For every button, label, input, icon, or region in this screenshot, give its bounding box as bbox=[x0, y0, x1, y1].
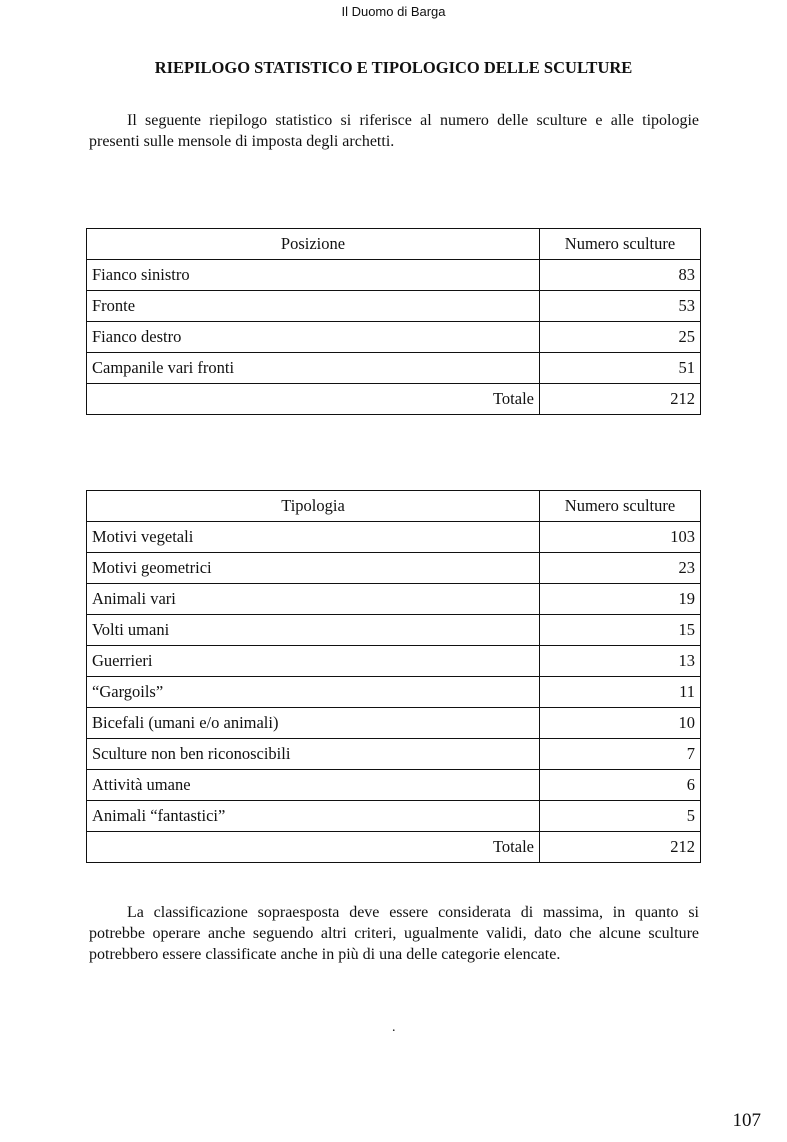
total-label: Totale bbox=[87, 832, 540, 863]
row-value: 103 bbox=[540, 522, 701, 553]
table-row bbox=[87, 646, 701, 677]
row-label: Sculture non ben riconoscibili bbox=[87, 739, 540, 770]
row-label: Animali vari bbox=[87, 584, 540, 615]
row-value: 10 bbox=[540, 708, 701, 739]
table-row bbox=[87, 291, 701, 322]
total-value: 212 bbox=[540, 832, 701, 863]
row-label: “Gargoils” bbox=[87, 677, 540, 708]
total-value: 212 bbox=[540, 384, 701, 415]
row-value: 83 bbox=[540, 260, 701, 291]
row-value: 19 bbox=[540, 584, 701, 615]
table-row bbox=[87, 260, 701, 291]
section-title: RIEPILOGO STATISTICO E TIPOLOGICO DELLE SCULTURE bbox=[154, 58, 633, 77]
typology-table bbox=[86, 490, 701, 863]
row-value: 25 bbox=[540, 322, 701, 353]
table-row bbox=[87, 322, 701, 353]
row-label: Attività umane bbox=[87, 770, 540, 801]
table-row bbox=[87, 353, 701, 384]
row-label: Fianco sinistro bbox=[87, 260, 540, 291]
row-value: 13 bbox=[540, 646, 701, 677]
table-row bbox=[87, 739, 701, 770]
table-row bbox=[87, 770, 701, 801]
row-label: Motivi vegetali bbox=[87, 522, 540, 553]
total-row bbox=[87, 384, 701, 415]
row-label: Bicefali (umani e/o animali) bbox=[87, 708, 540, 739]
position-table bbox=[86, 228, 701, 415]
row-label: Guerrieri bbox=[87, 646, 540, 677]
running-header: Il Duomo di Barga bbox=[341, 4, 446, 19]
row-value: 23 bbox=[540, 553, 701, 584]
row-label: Fronte bbox=[87, 291, 540, 322]
table-header-row bbox=[87, 491, 701, 522]
table-row bbox=[87, 553, 701, 584]
row-label: Animali “fantastici” bbox=[87, 801, 540, 832]
row-label: Campanile vari fronti bbox=[87, 353, 540, 384]
table-row bbox=[87, 615, 701, 646]
total-label: Totale bbox=[87, 384, 540, 415]
row-value: 5 bbox=[540, 801, 701, 832]
row-value: 51 bbox=[540, 353, 701, 384]
intro-paragraph: Il seguente riepilogo statistico si riferisce al numero delle sculture e alle tipologie presenti sulle mensole di imposta degli archetti. bbox=[89, 112, 699, 150]
table-row bbox=[87, 801, 701, 832]
total-row bbox=[87, 832, 701, 863]
row-label: Volti umani bbox=[87, 615, 540, 646]
table-row bbox=[87, 677, 701, 708]
page-number: 107 bbox=[732, 1110, 761, 1131]
column-header-count: Numero sculture bbox=[540, 229, 701, 260]
conclusion-paragraph: La classificazione sopraesposta deve essere considerata di massima, in quanto si potrebbe operare anche seguendo altri criteri, ugualmente validi, dato che alcune sculture potrebbero essere classificate anche in più di una delle categorie elencate. bbox=[89, 904, 699, 963]
row-label: Fianco destro bbox=[87, 322, 540, 353]
table-row bbox=[87, 708, 701, 739]
row-value: 15 bbox=[540, 615, 701, 646]
row-value: 11 bbox=[540, 677, 701, 708]
table-header-row bbox=[87, 229, 701, 260]
row-value: 6 bbox=[540, 770, 701, 801]
table-row bbox=[87, 522, 701, 553]
column-header-typology: Tipologia bbox=[87, 491, 540, 522]
stray-mark: . bbox=[392, 1020, 396, 1035]
row-label: Motivi geometrici bbox=[87, 553, 540, 584]
row-value: 7 bbox=[540, 739, 701, 770]
column-header-count: Numero sculture bbox=[540, 491, 701, 522]
row-value: 53 bbox=[540, 291, 701, 322]
column-header-position: Posizione bbox=[87, 229, 540, 260]
table-row bbox=[87, 584, 701, 615]
